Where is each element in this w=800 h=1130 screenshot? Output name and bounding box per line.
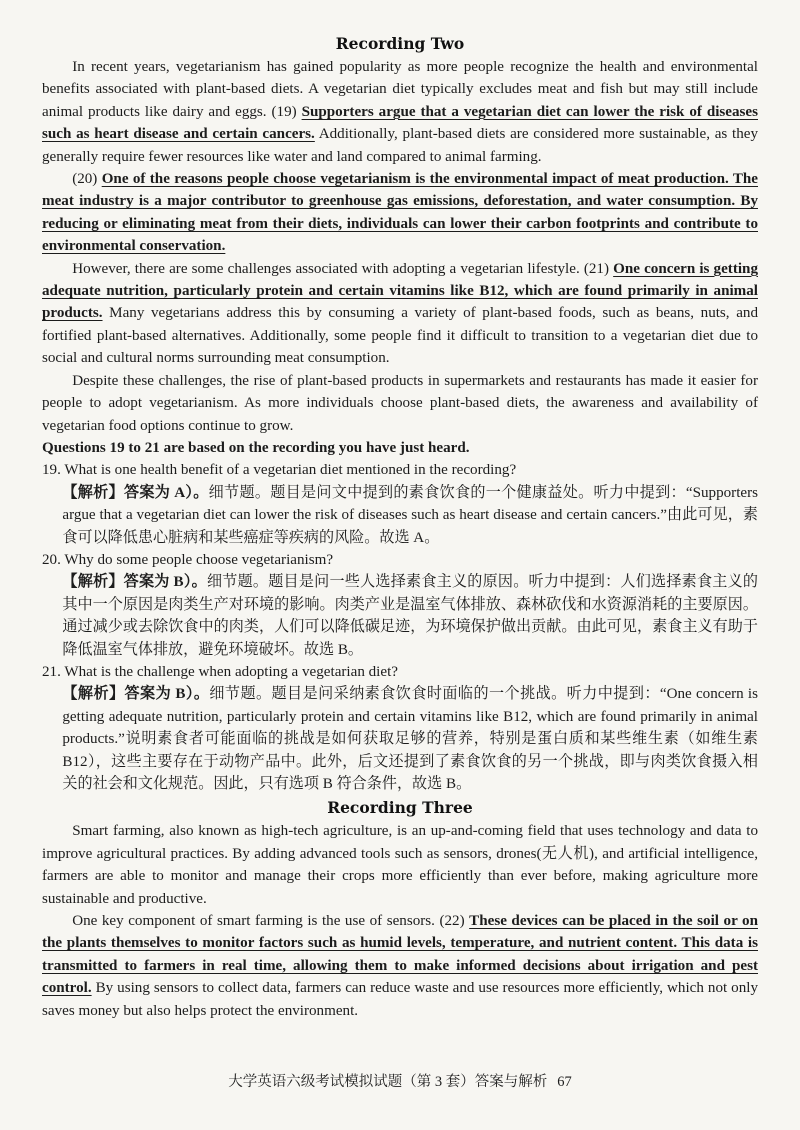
question-20: 20. Why do some people choose vegetarianism?: [42, 551, 334, 568]
answer-22-underline: These devices can be placed in the soil or on the plants themselves to monitor factors such as humid levels, temperature, and nutrient content. This data is transmitted to farmers in real time, allowing them to make informed decisions about irrigation and pest control.: [42, 913, 758, 997]
r2-paragraph-3: However, there are some challenges associated with adopting a vegetarian lifestyle. (21) One concern is getting adequate nutrition, particularly protein and certain vitamins like B12, which are found primarily in animal products. Many vegetarians address this by consuming a variety of plant-based foods, such as beans, nuts, and fortified plant-based alternatives. Additionally, some people find it difficult to transition to a vegetarian diet due to social and cultural norms surrounding meat consumption.: [42, 260, 758, 367]
r3-paragraph-2: One key component of smart farming is the use of sensors. (22) These devices can be placed in the soil or on the plants themselves to monitor factors such as humid levels, temperature, and nutrient content. This data is transmitted to farmers in real time, allowing them to make informed decisions about irrigation and pest control. By using sensors to collect data, farmers can reduce waste and use resources more efficiently, which not only saves money but also helps protect the environment.: [42, 913, 758, 1019]
answer-19-underline: Supporters argue that a vegetarian diet can lower the risk of diseases such as heart disease and certain cancers.: [42, 103, 758, 143]
question-19: 19. What is one health benefit of a vegetarian diet mentioned in the recording?: [42, 462, 517, 479]
r2-paragraph-2: (20) One of the reasons people choose vegetarianism is the environmental impact of meat production. The meat industry is a major contributor to greenhouse gas emissions, deforestation, and water consumption. By reducing or eliminating meat from their diets, individuals can lower their carbon footprints and contribute to environmental conservation.: [42, 171, 758, 255]
analysis-20: 【解析】答案为 B）。细节题。题目是问一些人选择素食主义的原因。听力中提到：人们选择素食主义的其中一个原因是肉类生产对环境的影响。肉类产业是温室气体排放、森林砍伐和水资源消耗的主要原因。通过减少或去除饮食中的肉类，人们可以降低碳足迹，为环境保护做出贡献。由此可见，素食主义有助于降低温室气体排放，避免环境破坏。故选 B。: [62, 574, 758, 658]
r3-paragraph-1: Smart farming, also known as high-tech agriculture, is an up-and-coming field that uses technology and data to improve agricultural practices. By adding advanced tools such as sensors, drones(无人机), and artificial intelligence, farmers are able to monitor and manage their crops more efficiently than ever before, making agriculture more sustainable and productive.: [42, 823, 758, 907]
recording-two-title: Recording Two: [335, 34, 465, 53]
answer-21-underline: One concern is getting adequate nutrition, particularly protein and certain vitamins like B12, which are found primarily in animal products.: [42, 260, 758, 322]
analysis-19: 【解析】答案为 A）。细节题。题目是问文中提到的素食饮食的一个健康益处。听力中提到：“Supporters argue that a vegetarian diet can lower the risk of diseases such as heart disease and certain cancers.”由此可见，素食可以降低患心脏病和某些癌症等疾病的风险。故选 A。: [62, 484, 758, 546]
recording-three-title: Recording Three: [327, 798, 473, 818]
question-21: 21. What is the challenge when adopting a vegetarian diet?: [42, 663, 398, 680]
r2-paragraph-1: In recent years, vegetarianism has gained popularity as more people recognize the health and environmental benefits associated with plant-based diets. A vegetarian diet typically excludes meat and fish but may still include animal products like dairy and eggs. (19) Supporters argue that a vegetarian diet can lower the risk of diseases such as heart disease and certain cancers. Additionally, plant-based diets are considered more sustainable, as they generally require fewer resources like water and land compared to animal farming.: [42, 59, 758, 165]
footer-title: 大学英语六级考试模拟试题（第 3 套）答案与解析: [228, 1074, 548, 1090]
analysis-21: 【解析】答案为 B）。细节题。题目是问采纳素食饮食时面临的一个挑战。听力中提到：“One concern is getting adequate nutrition, particularly protein and certain vitamins like B12, which are found primarily in animal products.”说明素食者可能面临的挑战是如何获取足够的营养，特别是蛋白质和某些维生素（如维生素 B12），这些主要存在于动物产品中。此外，后文还提到了素食饮食的另一个挑战，即与肉类饮食摄入相关的社会和文化规范。因此，只有选项 B 符合条件，故选 B。: [62, 686, 758, 792]
page-number: 67: [557, 1074, 572, 1090]
page-footer: [0, 1070, 800, 1091]
questions-heading: Questions 19 to 21 are based on the recording you have just heard.: [42, 439, 470, 456]
r2-paragraph-4: Despite these challenges, the rise of plant-based products in supermarkets and restaurants has made it easier for people to adopt vegetarianism. As more individuals choose plant-based diets, the awareness and availability of vegetarian food options continue to grow.: [42, 372, 758, 434]
answer-20-underline: One of the reasons people choose vegetarianism is the environmental impact of meat production. The meat industry is a major contributor to greenhouse gas emissions, deforestation, and water consumption. By reducing or eliminating meat from their diets, individuals can lower their carbon footprints and contribute to environmental conservation.: [42, 171, 758, 255]
